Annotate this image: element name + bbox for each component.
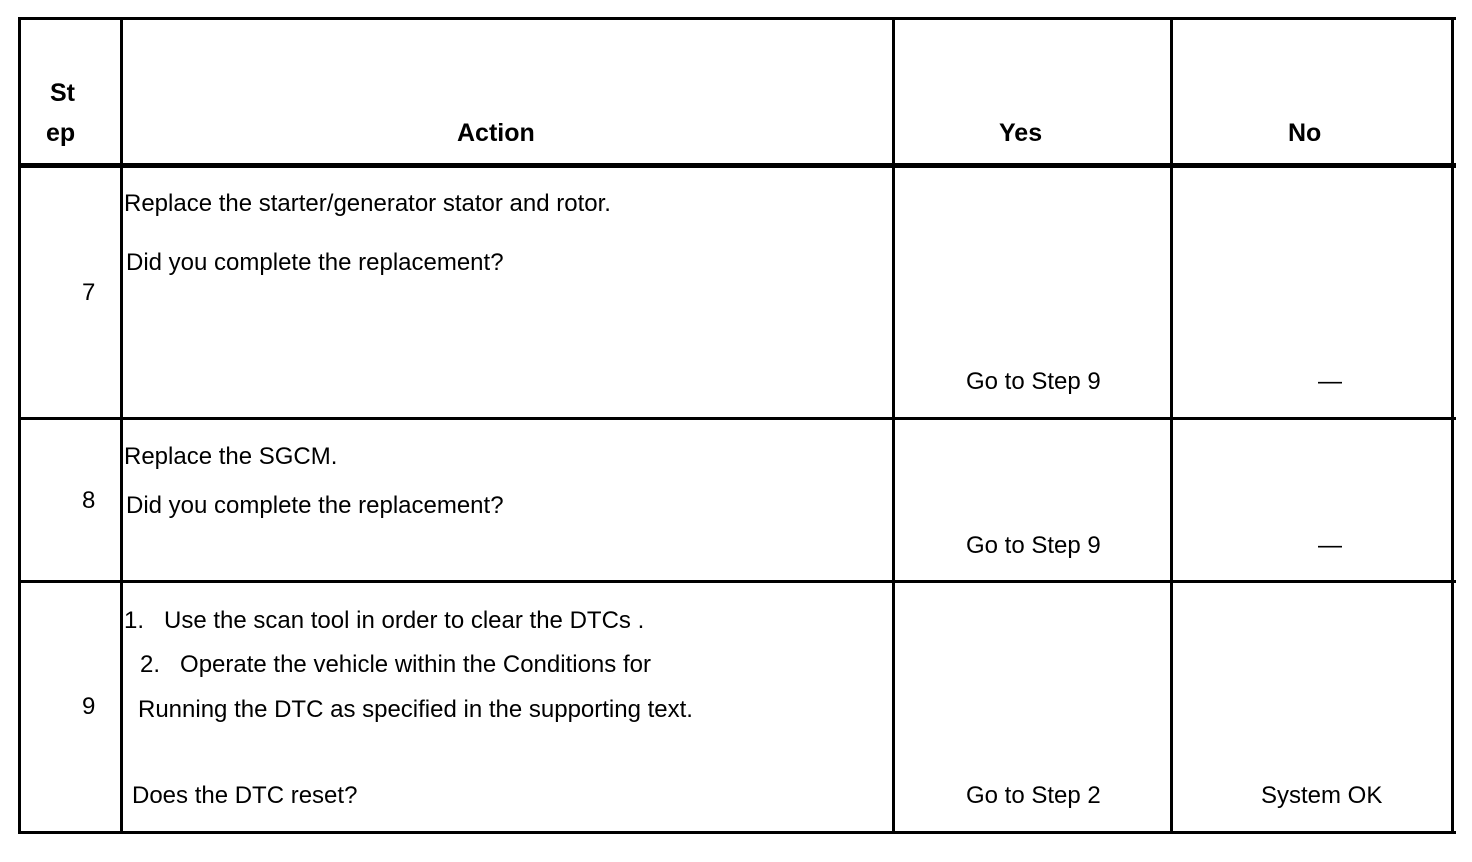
table-bottom-border <box>18 831 1456 834</box>
action-text: Replace the starter/generator stator and rotor. <box>124 190 611 217</box>
no-result: — <box>1318 532 1342 559</box>
table-right-border <box>1451 17 1454 834</box>
action-text: Did you complete the replacement? <box>126 492 504 519</box>
no-result: — <box>1318 368 1342 395</box>
header-action: Action <box>457 119 535 147</box>
step-number: 8 <box>82 487 96 514</box>
action-text: Replace the SGCM. <box>124 443 338 470</box>
column-divider <box>120 17 123 834</box>
row-divider <box>18 580 1456 583</box>
header-step-line2: ep <box>46 119 76 147</box>
header-no: No <box>1288 119 1322 147</box>
table-left-border <box>18 17 21 834</box>
action-text: 1. Use the scan tool in order to clear the DTCs . <box>124 607 645 634</box>
action-text: Running the DTC as specified in the supporting text. <box>138 696 693 723</box>
yes-result: Go to Step 9 <box>966 532 1101 559</box>
step-number: 9 <box>82 693 96 720</box>
yes-result: Go to Step 2 <box>966 782 1101 809</box>
header-bottom-border <box>18 163 1456 168</box>
row-divider <box>18 417 1456 420</box>
header-yes: Yes <box>999 119 1043 147</box>
step-number: 7 <box>82 279 96 306</box>
column-divider <box>892 17 895 834</box>
no-result: System OK <box>1261 782 1383 809</box>
table-top-border <box>18 17 1456 20</box>
action-text: Does the DTC reset? <box>132 782 358 809</box>
action-text: 2. Operate the vehicle within the Conditions for <box>140 651 651 678</box>
column-divider <box>1170 17 1173 834</box>
header-step-line1: St <box>50 79 75 107</box>
yes-result: Go to Step 9 <box>966 368 1101 395</box>
action-text: Did you complete the replacement? <box>126 249 504 276</box>
